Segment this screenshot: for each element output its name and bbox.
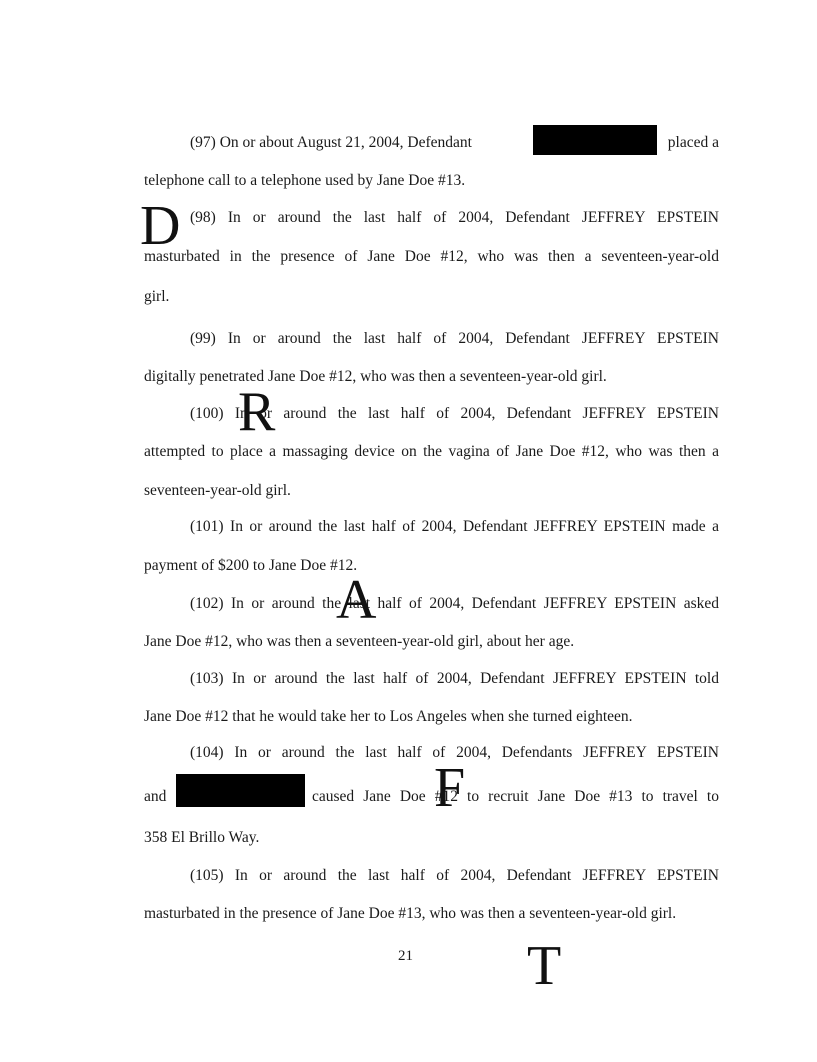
paragraph-102-line-1: (102) In or around the last half of 2004, Defendant JEFFREY EPSTEIN asked [190,595,719,612]
paragraph-104-line-2b: caused Jane Doe #12 to recruit Jane Doe #13 to travel to [312,788,719,805]
paragraph-103-line-1: (103) In or around the last half of 2004, Defendant JEFFREY EPSTEIN told [190,670,719,687]
paragraph-101-line-1: (101) In or around the last half of 2004, Defendant JEFFREY EPSTEIN made a [190,518,719,535]
paragraph-105-line-2: masturbated in the presence of Jane Doe #13, who was then a seventeen-year-old girl. [144,905,677,922]
paragraph-98-line-3: girl. [144,288,170,305]
redaction-box [176,774,305,807]
paragraph-103-line-2: Jane Doe #12 that he would take her to Los Angeles when she turned eighteen. [144,708,633,725]
paragraph-97-line-1b: placed a [667,134,719,151]
watermark-letter-f: F [434,757,466,819]
paragraph-105-line-1: (105) In or around the last half of 2004, Defendant JEFFREY EPSTEIN [190,867,719,884]
paragraph-101-line-2: payment of $200 to Jane Doe #12. [144,557,358,574]
watermark-letter-r: R [238,381,276,443]
paragraph-100-line-1: (100) In or around the last half of 2004, Defendant JEFFREY EPSTEIN [190,405,719,422]
page-number: 21 [398,948,413,964]
paragraph-99-line-1: (99) In or around the last half of 2004, Defendant JEFFREY EPSTEIN [190,330,719,347]
paragraph-104-line-3: 358 El Brillo Way. [144,829,260,846]
paragraph-99-line-2: digitally penetrated Jane Doe #12, who was then a seventeen-year-old girl. [144,368,607,385]
watermark-letter-d: D [140,195,181,257]
paragraph-98-line-1: (98) In or around the last half of 2004, Defendant JEFFREY EPSTEIN [190,209,719,226]
paragraph-104-line-2a: and [144,788,167,805]
paragraph-100-line-2: attempted to place a massaging device on the vagina of Jane Doe #12, who was then a [144,443,719,460]
paragraph-97-line-2: telephone call to a telephone used by Jane Doe #13. [144,172,466,189]
redaction-box [533,125,657,155]
paragraph-100-line-3: seventeen-year-old girl. [144,482,291,499]
paragraph-98-line-2: masturbated in the presence of Jane Doe #12, who was then a seventeen-year-old [144,248,719,265]
watermark-letter-a: A [336,569,377,631]
watermark-letter-t: T [527,935,562,997]
paragraph-97-line-1a: (97) On or about August 21, 2004, Defendant [190,134,472,151]
paragraph-102-line-2: Jane Doe #12, who was then a seventeen-year-old girl, about her age. [144,633,575,650]
paragraph-104-line-1: (104) In or around the last half of 2004, Defendants JEFFREY EPSTEIN [190,744,719,761]
